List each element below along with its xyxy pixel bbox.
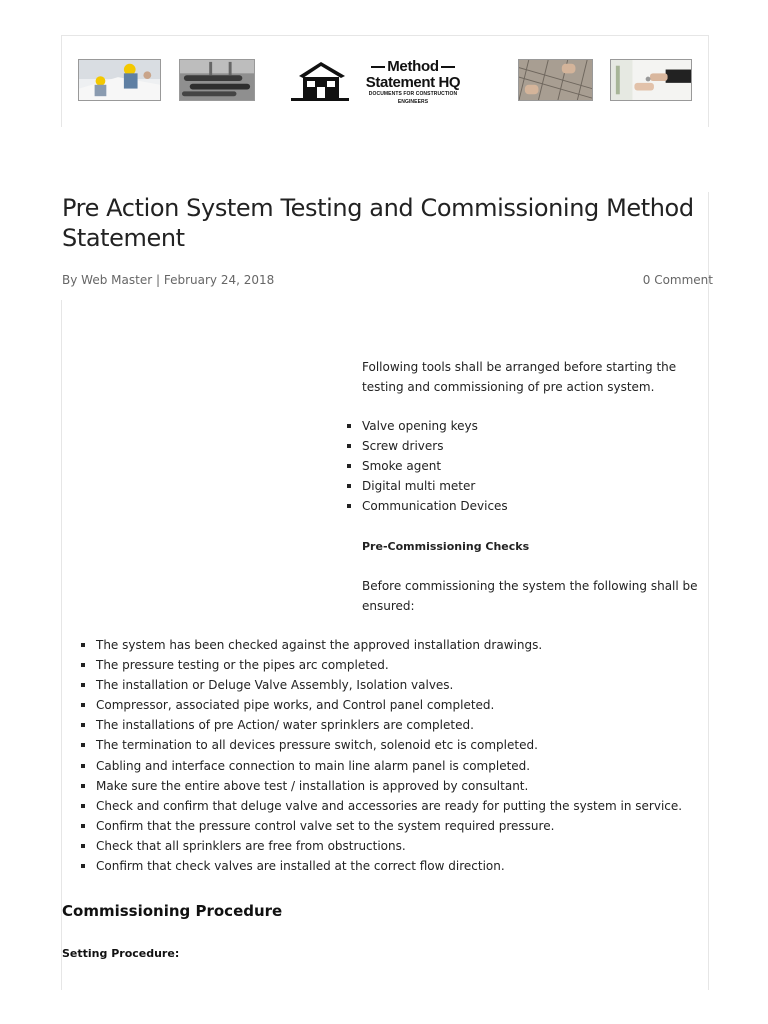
- list-item: Communication Devices: [362, 496, 508, 516]
- tools-intro: Following tools shall be arranged before starting the testing and commissioning of pre action system.: [362, 360, 677, 394]
- meta-by-label: By: [62, 273, 78, 287]
- list-item: Digital multi meter: [362, 476, 508, 496]
- list-item: Compressor, associated pipe works, and Control panel completed.: [96, 695, 706, 715]
- pre-commissioning-heading: Pre-Commissioning Checks: [362, 540, 530, 553]
- post-date: February 24, 2018: [163, 273, 275, 287]
- author-link[interactable]: Web Master: [81, 273, 153, 287]
- list-item: Smoke agent: [362, 456, 508, 476]
- checks-list: [96, 635, 706, 876]
- header-photo-pipes: [179, 59, 255, 101]
- list-item: Screw drivers: [362, 436, 508, 456]
- article-border-left: [61, 300, 62, 990]
- pre-commissioning-intro: Before commissioning the system the following shall be ensured:: [362, 579, 698, 613]
- page-title: Pre Action System Testing and Commissioning Method Statement: [62, 194, 694, 252]
- list-item: The termination to all devices pressure switch, solenoid etc is completed.: [96, 735, 706, 755]
- list-item: The system has been checked against the approved installation drawings.: [96, 635, 706, 655]
- header-photo-handover: [610, 59, 692, 101]
- list-item: Cabling and interface connection to main line alarm panel is completed.: [96, 756, 706, 776]
- header-photo-engineers: [78, 59, 161, 101]
- logo-title-line2: Statement HQ: [365, 74, 461, 91]
- list-item: Valve opening keys: [362, 416, 508, 436]
- list-item: The installation or Deluge Valve Assembly, Isolation valves.: [96, 675, 706, 695]
- post-meta: [62, 272, 713, 288]
- tools-list: [362, 416, 508, 516]
- meta-separator: |: [155, 273, 161, 287]
- setting-procedure-heading: Setting Procedure:: [62, 947, 180, 960]
- list-item: The pressure testing or the pipes arc completed.: [96, 655, 706, 675]
- site-logo[interactable]: [291, 58, 473, 104]
- house-logo-icon: [291, 60, 349, 102]
- list-item: The installations of pre Action/ water sprinklers are completed.: [96, 715, 706, 735]
- logo-text: [353, 58, 473, 106]
- list-item: Confirm that check valves are installed at the correct flow direction.: [96, 856, 706, 876]
- header-photo-mesh: [518, 59, 593, 101]
- logo-title-line1: Method: [387, 58, 439, 75]
- list-item: Check and confirm that deluge valve and accessories are ready for putting the system in service.: [96, 796, 706, 816]
- list-item: Make sure the entire above test / installation is approved by consultant.: [96, 776, 706, 796]
- comments-link[interactable]: 0 Comment: [642, 273, 713, 287]
- list-item: Check that all sprinklers are free from obstructions.: [96, 836, 706, 856]
- logo-tagline: DOCUMENTS FOR CONSTRUCTION ENGINEERS: [368, 91, 458, 105]
- commissioning-procedure-heading: Commissioning Procedure: [62, 902, 283, 920]
- article-border-right: [708, 192, 709, 990]
- list-item: Confirm that the pressure control valve set to the system required pressure.: [96, 816, 706, 836]
